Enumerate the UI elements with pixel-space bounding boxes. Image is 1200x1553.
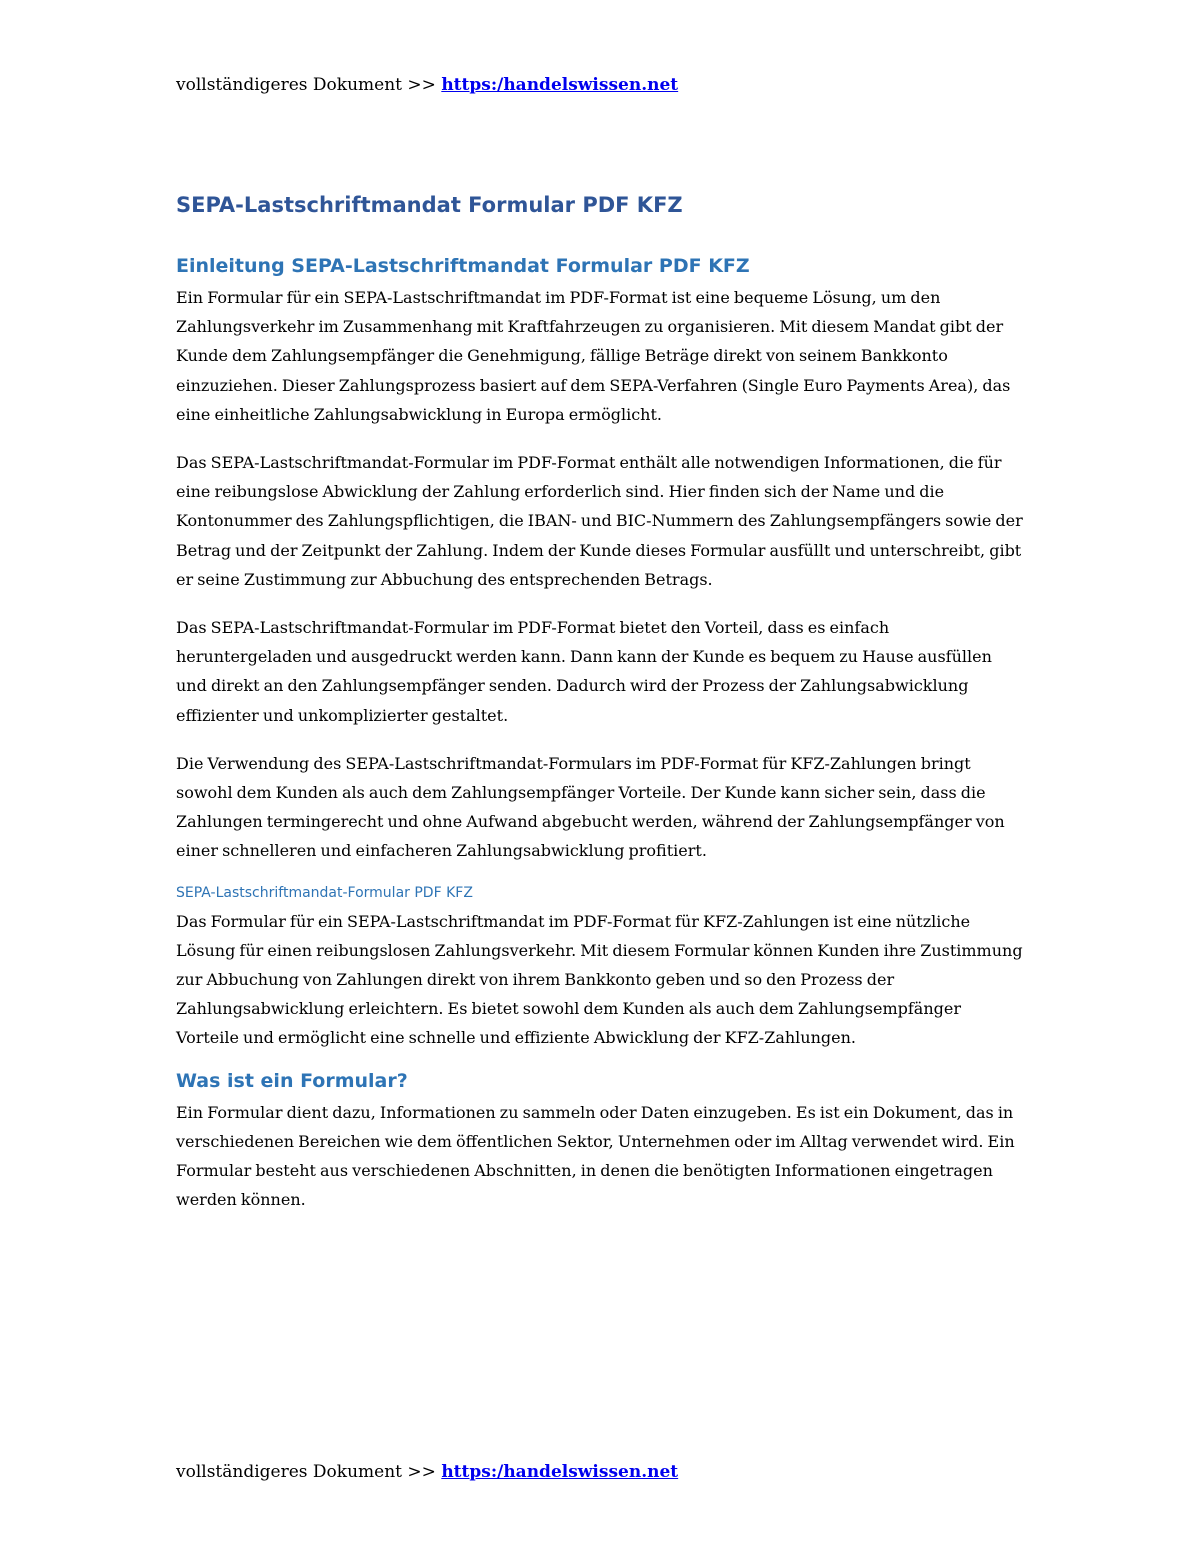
- footer-link[interactable]: https:/handelswissen.net: [441, 1462, 679, 1482]
- paragraph: Ein Formular dient dazu, Informationen zu sammeln oder Daten einzugeben. Es ist ein Dokument, das in verschiedenen Bereichen wie dem öffentlichen Sektor, Unternehmen oder im Alltag verwendet wird. Ein Formular besteht aus verschiedenen Abschnitten, in denen die benötigten Informationen eingetragen werden können.: [176, 1102, 1015, 1210]
- paragraph: Das Formular für ein SEPA-Lastschriftmandat im PDF-Format für KFZ-Zahlungen ist eine nützliche Lösung für einen reibungslosen Zahlungsverkehr. Mit diesem Formular können Kunden ihre Zustimmung zur Abbuchung von Zahlungen direkt von ihrem Bankkonto geben und so den Prozess der Zahlungsabwicklung erleichtern. Es bietet sowohl dem Kunden als auch dem Zahlungsempfänger Vorteile und ermöglicht eine schnelle und effiziente Abwicklung der KFZ-Zahlungen.: [176, 911, 1023, 1048]
- section-heading-formular-pdf: SEPA-Lastschriftmandat-Formular PDF KFZ: [176, 884, 473, 901]
- paragraph: Das SEPA-Lastschriftmandat-Formular im PDF-Format bietet den Vorteil, dass es einfach heruntergeladen und ausgedruckt werden kann. Dann kann der Kunde es bequem zu Hause ausfüllen und direkt an den Zahlungsempfänger senden. Dadurch wird der Prozess der Zahlungsabwicklung effizienter und unkomplizierter gestaltet.: [176, 618, 992, 725]
- document-title: SEPA-Lastschriftmandat Formular PDF KFZ: [176, 193, 683, 217]
- footer-line: [176, 1460, 678, 1484]
- header-link[interactable]: https:/handelswissen.net: [441, 75, 679, 95]
- paragraph: Ein Formular für ein SEPA-Lastschriftmandat im PDF-Format ist eine bequeme Lösung, um den Zahlungsverkehr im Zusammenhang mit Kraftfahrzeugen zu organisieren. Mit diesem Mandat gibt der Kunde dem Zahlungsempfänger die Genehmigung, fällige Beträge direkt von seinem Bankkonto einzuziehen. Dieser Zahlungsprozess basiert auf dem SEPA-Verfahren (Single Euro Payments Area), das eine einheitliche Zahlungsabwicklung in Europa ermöglicht.: [176, 288, 1011, 424]
- paragraph: Das SEPA-Lastschriftmandat-Formular im PDF-Format enthält alle notwendigen Informationen, die für eine reibungslose Abwicklung der Zahlung erforderlich sind. Hier finden sich der Name und die Kontonummer des Zahlungspflichtigen, die IBAN- und BIC-Nummern des Zahlungsempfängers sowie der Betrag und der Zeitpunkt der Zahlung. Indem der Kunde dieses Formular ausfüllt und unterschreibt, gibt er seine Zustimmung zur Abbuchung des entsprechenden Betrags.: [176, 453, 1023, 589]
- header-prefix: vollständigeres Dokument >>: [176, 75, 442, 95]
- footer-prefix: vollständigeres Dokument >>: [176, 1462, 442, 1482]
- section-heading-einleitung: Einleitung SEPA-Lastschriftmandat Formular PDF KFZ: [176, 255, 750, 277]
- section-heading-was-ist-formular: Was ist ein Formular?: [176, 1069, 408, 1092]
- paragraph: Die Verwendung des SEPA-Lastschriftmandat-Formulars im PDF-Format für KFZ-Zahlungen bringt sowohl dem Kunden als auch dem Zahlungsempfänger Vorteile. Der Kunde kann sicher sein, dass die Zahlungen termingerecht und ohne Aufwand abgebucht werden, während der Zahlungsempfänger von einer schnelleren und einfacheren Zahlungsabwicklung profitiert.: [176, 753, 1005, 861]
- header-line: [176, 73, 678, 97]
- document-content: [176, 190, 1026, 1233]
